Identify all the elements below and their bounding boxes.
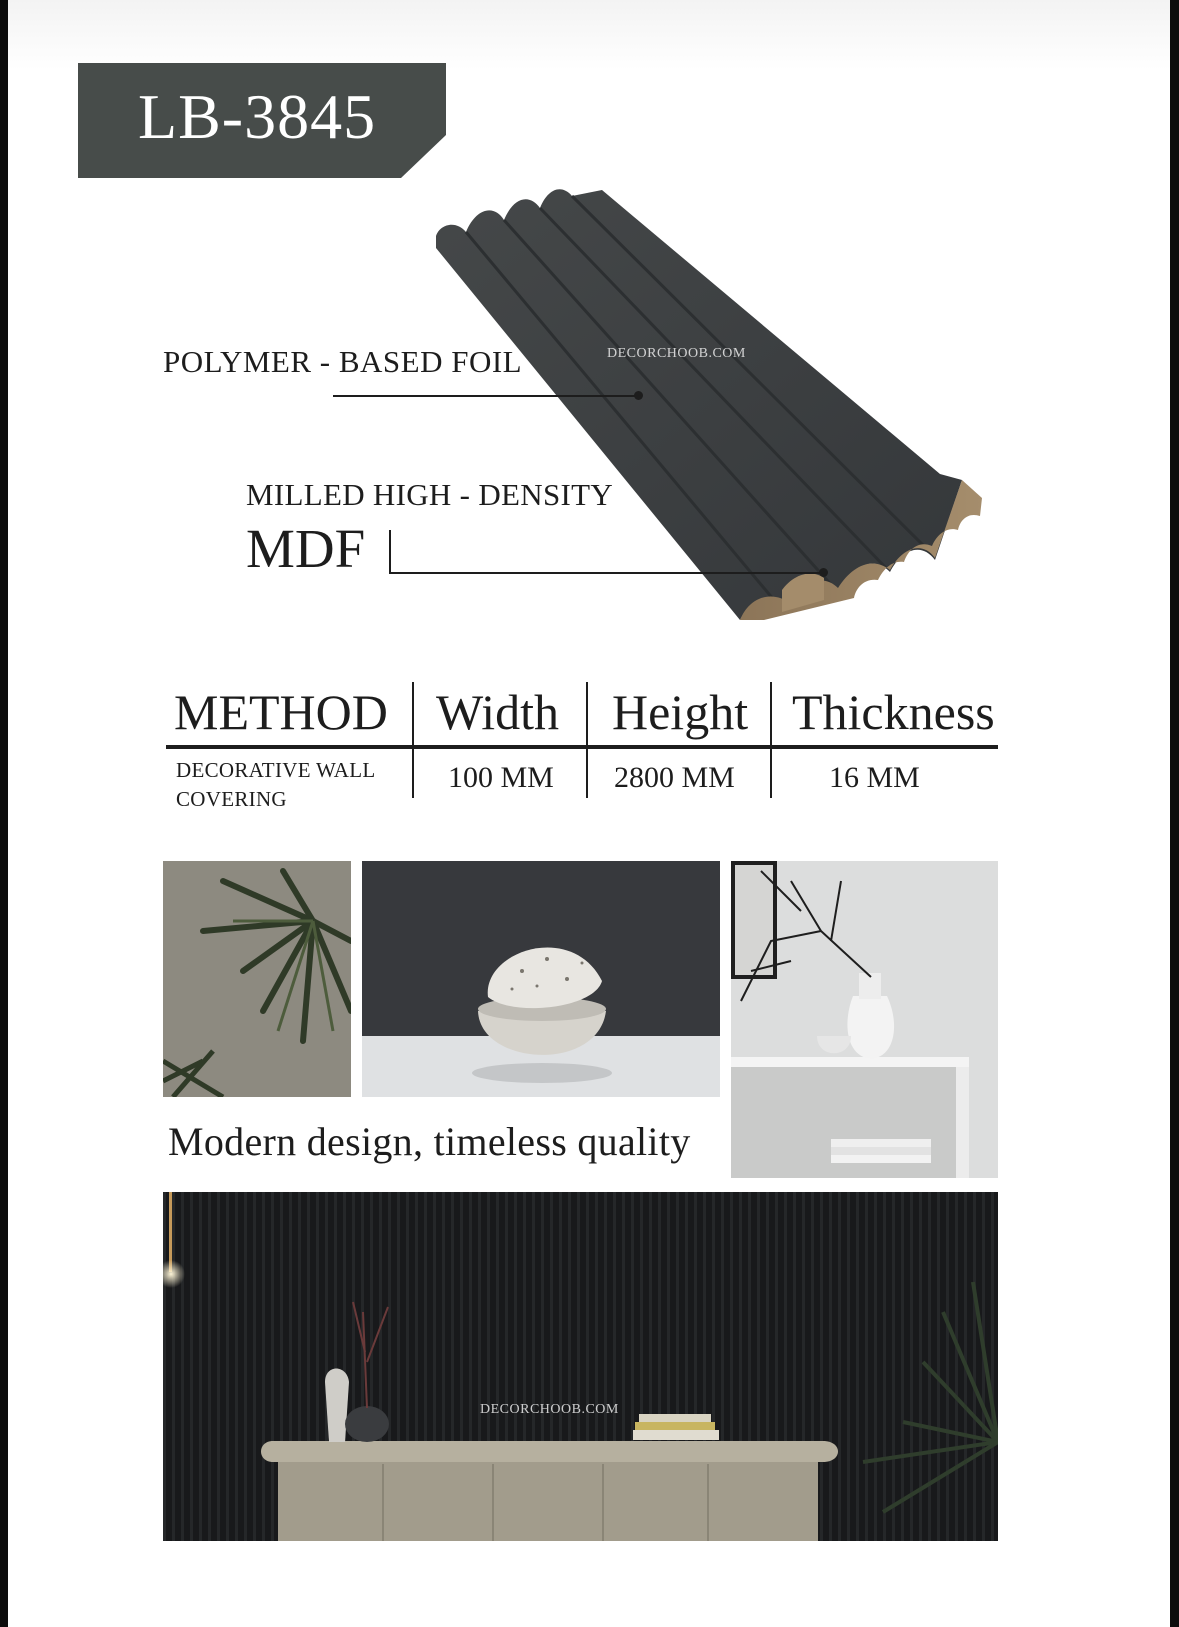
foil-surface [436, 189, 962, 620]
core-callout-mdf: MDF [246, 518, 366, 579]
tagline: Modern design, timeless quality [168, 1119, 691, 1164]
core-callout-dot [819, 568, 828, 577]
core-callout-line [389, 572, 825, 574]
core-callout-label: MILLED HIGH - DENSITY [246, 477, 614, 512]
method-value [176, 756, 376, 814]
product-code-tag [78, 63, 446, 179]
foil-callout-label: POLYMER - BASED FOIL [163, 344, 523, 379]
core-callout-vline [389, 530, 391, 574]
header-height: Height [612, 684, 749, 740]
fluted-wall-interior-photo [163, 1192, 998, 1541]
top-shade [8, 0, 1170, 70]
watermark: DECORCHOOB.COM [480, 1402, 619, 1417]
column-divider [412, 682, 414, 798]
column-divider [770, 682, 772, 798]
palm-leaves-photo [163, 861, 351, 1097]
foil-callout-dot [634, 391, 643, 400]
shelf-vase-photo [731, 861, 998, 1178]
header-width: Width [436, 684, 559, 740]
method-value-line2: COVERING [176, 787, 287, 811]
interior-scene [163, 1192, 998, 1541]
method-value-line1: DECORATIVE WALL [176, 758, 376, 782]
height-value: 2800 MM [614, 761, 735, 794]
watermark: DECORCHOOB.COM [607, 346, 746, 361]
ceramic-bowls-photo [362, 861, 720, 1097]
column-divider [586, 682, 588, 798]
left-edge [0, 0, 8, 1627]
header-rule [166, 745, 998, 749]
foil-callout-line [333, 395, 639, 397]
spec-table [166, 680, 998, 810]
panel-profile-illustration [420, 180, 1020, 620]
product-code: LB-3845 [138, 81, 377, 152]
header-method: METHOD [174, 684, 388, 740]
width-value: 100 MM [448, 761, 554, 794]
header-thickness: Thickness [792, 684, 995, 740]
thickness-value: 16 MM [829, 761, 920, 794]
right-edge [1170, 0, 1179, 1627]
